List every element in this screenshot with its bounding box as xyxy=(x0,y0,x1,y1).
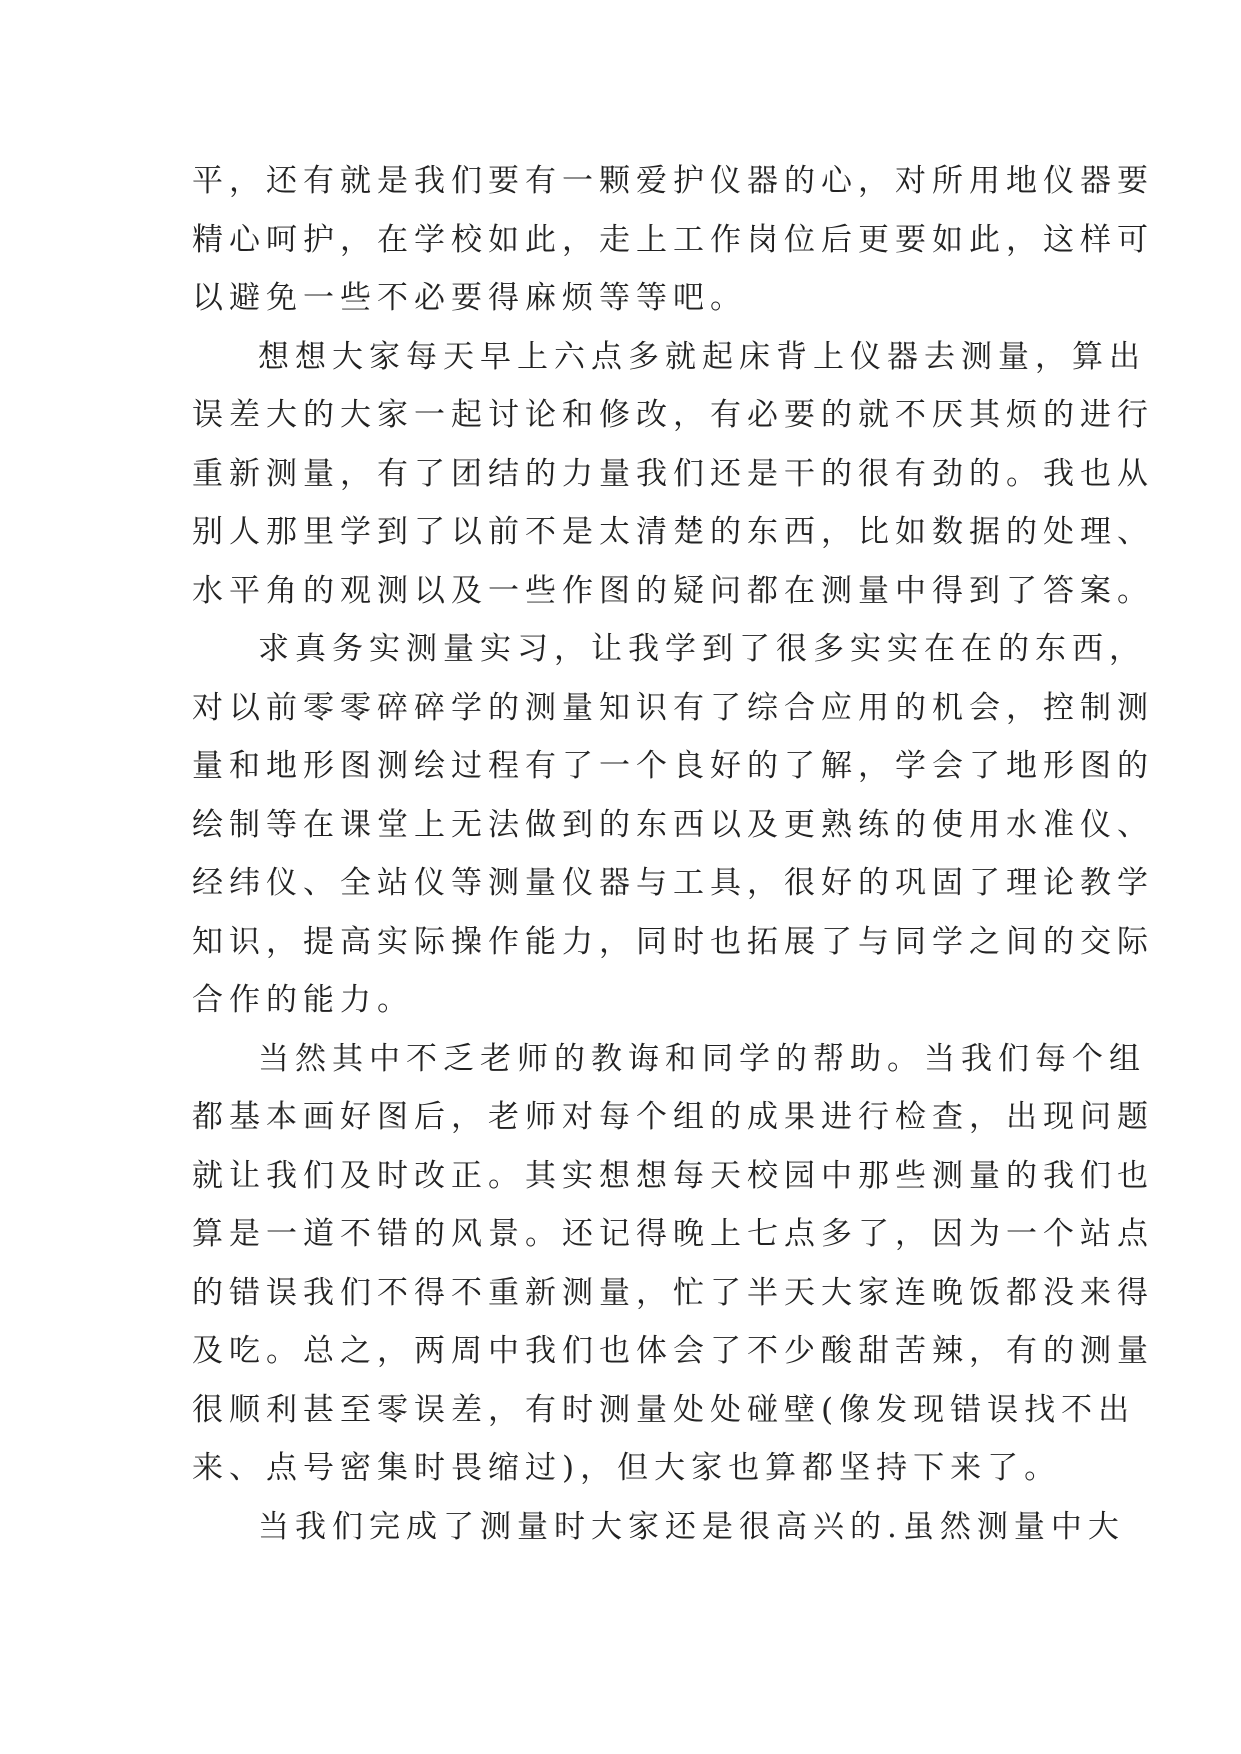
text-line: 重新测量，有了团结的力量我们还是干的很有劲的。我也从 xyxy=(192,455,1154,492)
text-line: 就让我们及时改正。其实想想每天校园中那些测量的我们也 xyxy=(192,1157,1154,1194)
text-line: 都基本画好图后，老师对每个组的成果进行检查，出现问题 xyxy=(192,1099,1154,1135)
paragraph-1 xyxy=(192,152,1154,328)
text-line: 求真务实测量实习，让我学到了很多实实在在的东西， xyxy=(258,631,1146,667)
text-line: 经纬仪、全站仪等测量仪器与工具，很好的巩固了理论教学 xyxy=(192,865,1154,901)
paragraph-4 xyxy=(192,1030,1154,1498)
text-line: 及吃。总之，两周中我们也体会了不少酸甜苦辣，有的测量 xyxy=(192,1333,1154,1369)
text-line: 对以前零零碎碎学的测量知识有了综合应用的机会，控制测 xyxy=(192,689,1154,726)
text-line: 绘制等在课堂上无法做到的东西以及更熟练的使用水准仪、 xyxy=(192,806,1154,843)
paragraph-5 xyxy=(192,1498,1125,1557)
text-line: 想想大家每天早上六点多就起床背上仪器去测量，算出 xyxy=(258,338,1146,375)
document-body xyxy=(192,152,1154,1556)
paragraph-3 xyxy=(192,620,1154,1030)
text-line: 水平角的观测以及一些作图的疑问都在测量中得到了答案。 xyxy=(192,572,1154,609)
text-line: 误差大的大家一起讨论和修改，有必要的就不厌其烦的进行 xyxy=(192,397,1154,433)
text-line: 以避免一些不必要得麻烦等等吧。 xyxy=(192,280,747,316)
text-line: 量和地形图测绘过程有了一个良好的了解，学会了地形图的 xyxy=(192,748,1154,784)
text-line: 平，还有就是我们要有一颗爱护仪器的心，对所用地仪器要 xyxy=(192,163,1154,199)
text-line: 当我们完成了测量时大家还是很高兴的.虽然测量中大 xyxy=(258,1508,1125,1545)
text-line: 来、点号密集时畏缩过)，但大家也算都坚持下来了。 xyxy=(192,1450,1062,1486)
text-line: 算是一道不错的风景。还记得晚上七点多了，因为一个站点 xyxy=(192,1216,1154,1252)
text-line: 很顺利甚至零误差，有时测量处处碰壁(像发现错误找不出 xyxy=(192,1391,1136,1428)
text-line: 别人那里学到了以前不是太清楚的东西，比如数据的处理、 xyxy=(192,514,1154,550)
text-line: 合作的能力。 xyxy=(192,982,414,1018)
text-line: 知识，提高实际操作能力，同时也拓展了与同学之间的交际 xyxy=(192,923,1154,960)
text-line: 当然其中不乏老师的教诲和同学的帮助。当我们每个组 xyxy=(258,1040,1146,1077)
text-line: 精心呵护，在学校如此，走上工作岗位后更要如此，这样可 xyxy=(192,221,1154,258)
paragraph-2 xyxy=(192,328,1154,621)
text-line: 的错误我们不得不重新测量，忙了半天大家连晚饭都没来得 xyxy=(192,1274,1154,1311)
